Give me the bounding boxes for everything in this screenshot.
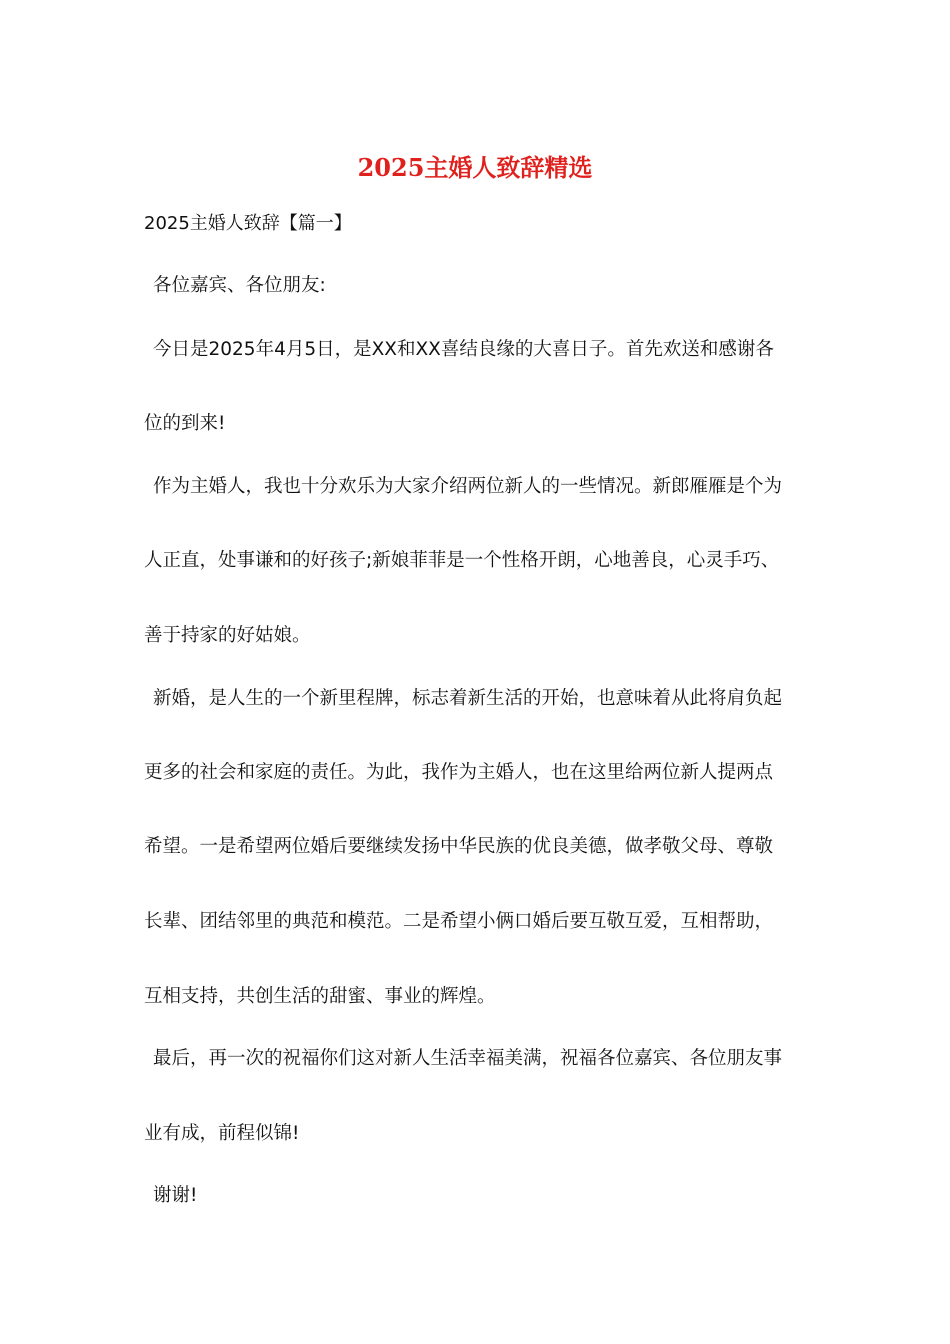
paragraph-line: 更多的社会和家庭的责任。为此，我作为主婚人，也在这里给两位新人提两点 [144, 762, 774, 783]
paragraph-line: 今日是2025年4月5日，是XX和XX喜结良缘的大喜日子。首先欢送和感谢各 [153, 339, 774, 360]
section-heading: 2025主婚人致辞【篇一】 [144, 213, 352, 234]
paragraph-line: 位的到来! [144, 413, 226, 434]
paragraph-line: 最后，再一次的祝福你们这对新人生活幸福美满，祝福各位嘉宾、各位朋友事 [153, 1048, 783, 1069]
paragraph-line: 人正直，处事谦和的好孩子;新娘菲菲是一个性格开朗，心地善良，心灵手巧、 [144, 550, 780, 571]
salutation-line: 各位嘉宾、各位朋友: [153, 275, 326, 296]
document-title: 2025主婚人致辞精选 [357, 153, 593, 182]
closing-line: 谢谢! [153, 1185, 198, 1206]
paragraph-line: 业有成，前程似锦! [144, 1123, 300, 1144]
paragraph-line: 作为主婚人，我也十分欢乐为大家介绍两位新人的一些情况。新郎雁雁是个为 [153, 476, 783, 497]
paragraph-line: 善于持家的好姑娘。 [144, 625, 311, 646]
paragraph-line: 长辈、团结邻里的典范和模范。二是希望小俩口婚后要互敬互爱，互相帮助， [144, 911, 774, 932]
paragraph-line: 希望。一是希望两位婚后要继续发扬中华民族的优良美德，做孝敬父母、尊敬 [144, 836, 774, 857]
paragraph-line: 互相支持，共创生活的甜蜜、事业的辉煌。 [144, 986, 496, 1007]
paragraph-line: 新婚，是人生的一个新里程牌，标志着新生活的开始，也意味着从此将肩负起 [153, 688, 783, 709]
